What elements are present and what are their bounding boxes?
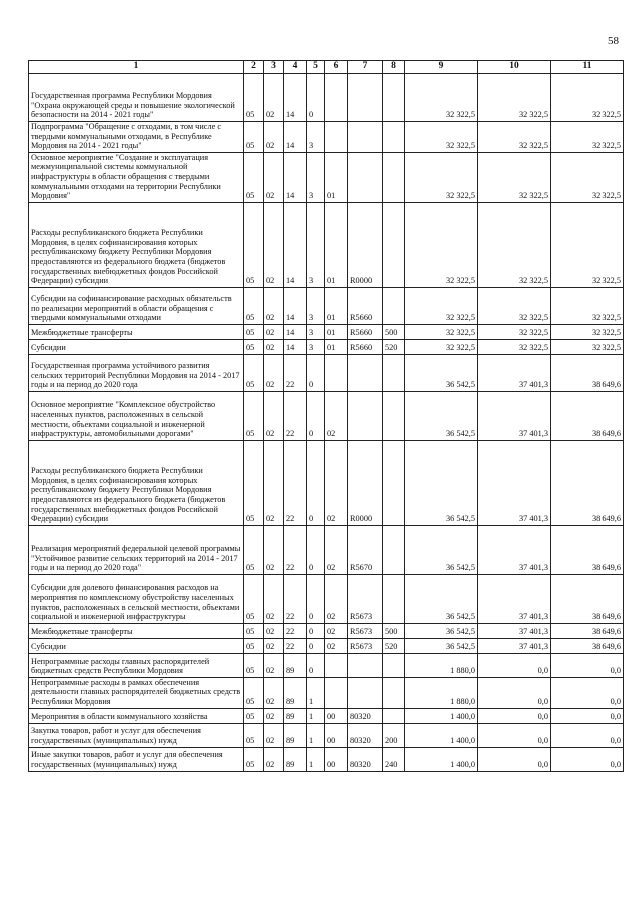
code-col-8 bbox=[383, 152, 405, 202]
value-col-9: 32 322,5 bbox=[405, 339, 478, 354]
code-col-2: 05 bbox=[244, 525, 264, 574]
code-col-5: 0 bbox=[307, 653, 325, 677]
code-col-5: 3 bbox=[307, 287, 325, 324]
value-col-10: 37 401,3 bbox=[478, 391, 551, 440]
value-col-10: 32 322,5 bbox=[478, 122, 551, 153]
value-col-9: 1 400,0 bbox=[405, 708, 478, 723]
code-col-7: R5660 bbox=[348, 287, 383, 324]
row-name: Мероприятия в области коммунального хозяйства bbox=[29, 708, 244, 723]
code-col-4: 22 bbox=[284, 574, 307, 623]
code-col-4: 89 bbox=[284, 677, 307, 708]
code-col-6: 01 bbox=[325, 324, 348, 339]
column-header: 1 bbox=[29, 61, 244, 74]
value-col-10: 37 401,3 bbox=[478, 354, 551, 391]
code-col-3: 02 bbox=[264, 287, 284, 324]
page-number: 58 bbox=[608, 35, 619, 47]
row-name: Государственная программа Республики Мордовия "Охрана окружающей среды и повышение экологической безопасности на 2014 - 2021 годы" bbox=[29, 74, 244, 122]
code-col-5: 1 bbox=[307, 723, 325, 747]
value-col-10: 32 322,5 bbox=[478, 74, 551, 122]
row-name: Межбюджетные трансферты bbox=[29, 324, 244, 339]
code-col-7 bbox=[348, 677, 383, 708]
value-col-10: 32 322,5 bbox=[478, 339, 551, 354]
code-col-5: 3 bbox=[307, 122, 325, 153]
code-col-8 bbox=[383, 525, 405, 574]
code-col-2: 05 bbox=[244, 122, 264, 153]
code-col-6: 02 bbox=[325, 623, 348, 638]
code-col-7 bbox=[348, 653, 383, 677]
value-col-11: 32 322,5 bbox=[551, 122, 624, 153]
code-col-4: 14 bbox=[284, 74, 307, 122]
row-name: Непрограммные расходы главных распорядителей бюджетных средств Республики Мордовия bbox=[29, 653, 244, 677]
code-col-8 bbox=[383, 653, 405, 677]
code-col-3: 02 bbox=[264, 440, 284, 525]
code-col-2: 05 bbox=[244, 324, 264, 339]
code-col-2: 05 bbox=[244, 354, 264, 391]
code-col-6: 02 bbox=[325, 638, 348, 653]
value-col-9: 36 542,5 bbox=[405, 525, 478, 574]
row-name: Иные закупки товаров, работ и услуг для обеспечения государственных (муниципальных) нужд bbox=[29, 747, 244, 771]
row-name: Субсидии bbox=[29, 339, 244, 354]
code-col-8 bbox=[383, 354, 405, 391]
table-row bbox=[29, 525, 624, 574]
code-col-4: 22 bbox=[284, 623, 307, 638]
row-name: Непрограммные расходы в рамках обеспечения деятельности главных распорядителей бюджетных средств Республики Мордовия bbox=[29, 677, 244, 708]
row-name: Основное мероприятие "Создание и эксплуатация межмуниципальной системы коммунальной инфраструктуры в области обращения с твердыми коммунальными отходами на территории Республики Мордовия" bbox=[29, 152, 244, 202]
code-col-4: 14 bbox=[284, 287, 307, 324]
code-col-7: 80320 bbox=[348, 708, 383, 723]
code-col-8 bbox=[383, 287, 405, 324]
row-name: Подпрограмма "Обращение с отходами, в том числе с твердыми коммунальными отходами, в Республике Мордовия на 2014 - 2021 годы" bbox=[29, 122, 244, 153]
code-col-6: 00 bbox=[325, 747, 348, 771]
code-col-6 bbox=[325, 74, 348, 122]
code-col-4: 14 bbox=[284, 152, 307, 202]
code-col-4: 14 bbox=[284, 339, 307, 354]
code-col-3: 02 bbox=[264, 747, 284, 771]
code-col-3: 02 bbox=[264, 354, 284, 391]
code-col-6 bbox=[325, 653, 348, 677]
value-col-11: 32 322,5 bbox=[551, 324, 624, 339]
value-col-11: 32 322,5 bbox=[551, 339, 624, 354]
code-col-7: R0000 bbox=[348, 202, 383, 287]
value-col-11: 38 649,6 bbox=[551, 354, 624, 391]
table-row bbox=[29, 623, 624, 638]
row-name: Субсидии на софинансирование расходных обязательств по реализации мероприятий в области обращения с твердыми коммунальными отходами bbox=[29, 287, 244, 324]
code-col-8: 520 bbox=[383, 339, 405, 354]
code-col-7 bbox=[348, 354, 383, 391]
table-row bbox=[29, 653, 624, 677]
column-header: 8 bbox=[383, 61, 405, 74]
code-col-6: 00 bbox=[325, 723, 348, 747]
code-col-5: 3 bbox=[307, 339, 325, 354]
code-col-8 bbox=[383, 677, 405, 708]
code-col-7: R5673 bbox=[348, 574, 383, 623]
code-col-2: 05 bbox=[244, 202, 264, 287]
code-col-5: 0 bbox=[307, 623, 325, 638]
code-col-2: 05 bbox=[244, 638, 264, 653]
code-col-4: 89 bbox=[284, 653, 307, 677]
row-name: Основное мероприятие "Комплексное обустройство населенных пунктов, расположенных в сельской местности, объектами социальной и инженерной инфраструктуры, автомобильными дорогами" bbox=[29, 391, 244, 440]
value-col-9: 36 542,5 bbox=[405, 623, 478, 638]
code-col-2: 05 bbox=[244, 440, 264, 525]
code-col-6: 01 bbox=[325, 287, 348, 324]
code-col-4: 89 bbox=[284, 708, 307, 723]
code-col-3: 02 bbox=[264, 708, 284, 723]
code-col-6 bbox=[325, 354, 348, 391]
row-name: Субсидии bbox=[29, 638, 244, 653]
code-col-6: 02 bbox=[325, 440, 348, 525]
code-col-8: 240 bbox=[383, 747, 405, 771]
code-col-8: 500 bbox=[383, 324, 405, 339]
code-col-2: 05 bbox=[244, 74, 264, 122]
value-col-10: 37 401,3 bbox=[478, 638, 551, 653]
code-col-8 bbox=[383, 202, 405, 287]
value-col-11: 0,0 bbox=[551, 653, 624, 677]
code-col-7: R5660 bbox=[348, 339, 383, 354]
value-col-9: 36 542,5 bbox=[405, 574, 478, 623]
table-row bbox=[29, 339, 624, 354]
code-col-4: 22 bbox=[284, 354, 307, 391]
row-name: Государственная программа устойчивого развития сельских территорий Республики Мордовия на 2014 - 2017 годы и на период до 2020 года bbox=[29, 354, 244, 391]
code-col-8 bbox=[383, 122, 405, 153]
code-col-6: 01 bbox=[325, 202, 348, 287]
code-col-3: 02 bbox=[264, 677, 284, 708]
value-col-9: 32 322,5 bbox=[405, 152, 478, 202]
code-col-3: 02 bbox=[264, 74, 284, 122]
value-col-11: 0,0 bbox=[551, 677, 624, 708]
code-col-4: 89 bbox=[284, 747, 307, 771]
code-col-2: 05 bbox=[244, 339, 264, 354]
code-col-3: 02 bbox=[264, 339, 284, 354]
code-col-4: 22 bbox=[284, 525, 307, 574]
value-col-10: 32 322,5 bbox=[478, 152, 551, 202]
column-header: 5 bbox=[307, 61, 325, 74]
code-col-5: 3 bbox=[307, 152, 325, 202]
row-name: Расходы республиканского бюджета Республики Мордовия, в целях софинансирования которых республиканскому бюджету Республики Мордовия предоставляются из федерального бюджета (бюджетов государственных внебюджетных фондов Российской Федерации) субсидии bbox=[29, 202, 244, 287]
column-header: 11 bbox=[551, 61, 624, 74]
value-col-10: 37 401,3 bbox=[478, 440, 551, 525]
code-col-8: 520 bbox=[383, 638, 405, 653]
value-col-9: 36 542,5 bbox=[405, 638, 478, 653]
code-col-8 bbox=[383, 440, 405, 525]
code-col-7: 80320 bbox=[348, 747, 383, 771]
table-row bbox=[29, 391, 624, 440]
code-col-5: 3 bbox=[307, 202, 325, 287]
value-col-9: 1 400,0 bbox=[405, 723, 478, 747]
code-col-6: 00 bbox=[325, 708, 348, 723]
row-name: Реализация мероприятий федеральной целевой программы "Устойчивое развитие сельских территорий на 2014 - 2017 годы и на период до 2020 года" bbox=[29, 525, 244, 574]
value-col-10: 0,0 bbox=[478, 677, 551, 708]
value-col-11: 0,0 bbox=[551, 708, 624, 723]
table-row bbox=[29, 440, 624, 525]
column-header: 7 bbox=[348, 61, 383, 74]
code-col-3: 02 bbox=[264, 574, 284, 623]
code-col-8: 500 bbox=[383, 623, 405, 638]
table-header-row bbox=[29, 61, 624, 74]
value-col-11: 38 649,6 bbox=[551, 391, 624, 440]
code-col-3: 02 bbox=[264, 122, 284, 153]
code-col-5: 0 bbox=[307, 354, 325, 391]
table-row bbox=[29, 324, 624, 339]
column-header: 6 bbox=[325, 61, 348, 74]
code-col-2: 05 bbox=[244, 723, 264, 747]
column-header: 2 bbox=[244, 61, 264, 74]
table-row bbox=[29, 638, 624, 653]
value-col-10: 37 401,3 bbox=[478, 574, 551, 623]
table-row bbox=[29, 723, 624, 747]
value-col-9: 1 880,0 bbox=[405, 677, 478, 708]
row-name: Межбюджетные трансферты bbox=[29, 623, 244, 638]
value-col-9: 1 880,0 bbox=[405, 653, 478, 677]
code-col-5: 0 bbox=[307, 391, 325, 440]
value-col-9: 32 322,5 bbox=[405, 287, 478, 324]
code-col-3: 02 bbox=[264, 152, 284, 202]
code-col-2: 05 bbox=[244, 747, 264, 771]
value-col-11: 32 322,5 bbox=[551, 152, 624, 202]
code-col-4: 14 bbox=[284, 122, 307, 153]
code-col-2: 05 bbox=[244, 574, 264, 623]
value-col-9: 36 542,5 bbox=[405, 391, 478, 440]
value-col-11: 32 322,5 bbox=[551, 74, 624, 122]
code-col-7 bbox=[348, 74, 383, 122]
code-col-6: 02 bbox=[325, 391, 348, 440]
code-col-2: 05 bbox=[244, 623, 264, 638]
code-col-2: 05 bbox=[244, 677, 264, 708]
code-col-3: 02 bbox=[264, 202, 284, 287]
table-row bbox=[29, 152, 624, 202]
value-col-9: 36 542,5 bbox=[405, 354, 478, 391]
row-name: Закупка товаров, работ и услуг для обеспечения государственных (муниципальных) нужд bbox=[29, 723, 244, 747]
value-col-11: 38 649,6 bbox=[551, 574, 624, 623]
code-col-3: 02 bbox=[264, 525, 284, 574]
column-header: 3 bbox=[264, 61, 284, 74]
table-row bbox=[29, 122, 624, 153]
value-col-9: 36 542,5 bbox=[405, 440, 478, 525]
code-col-3: 02 bbox=[264, 723, 284, 747]
code-col-6: 01 bbox=[325, 339, 348, 354]
value-col-10: 0,0 bbox=[478, 723, 551, 747]
code-col-4: 89 bbox=[284, 723, 307, 747]
table-row bbox=[29, 202, 624, 287]
code-col-2: 05 bbox=[244, 708, 264, 723]
value-col-10: 0,0 bbox=[478, 653, 551, 677]
code-col-4: 22 bbox=[284, 638, 307, 653]
code-col-5: 1 bbox=[307, 677, 325, 708]
code-col-3: 02 bbox=[264, 391, 284, 440]
table-row bbox=[29, 708, 624, 723]
code-col-5: 1 bbox=[307, 708, 325, 723]
code-col-5: 1 bbox=[307, 747, 325, 771]
code-col-8 bbox=[383, 574, 405, 623]
code-col-2: 05 bbox=[244, 152, 264, 202]
value-col-10: 32 322,5 bbox=[478, 202, 551, 287]
code-col-5: 0 bbox=[307, 440, 325, 525]
table-body bbox=[29, 74, 624, 772]
value-col-9: 32 322,5 bbox=[405, 122, 478, 153]
code-col-2: 05 bbox=[244, 653, 264, 677]
code-col-6: 01 bbox=[325, 152, 348, 202]
value-col-9: 32 322,5 bbox=[405, 324, 478, 339]
row-name: Расходы республиканского бюджета Республики Мордовия, в целях софинансирования которых республиканскому бюджету Республики Мордовия предоставляются из федерального бюджета (бюджетов государственных внебюджетных фондов Российской Федерации) субсидии bbox=[29, 440, 244, 525]
table-row bbox=[29, 287, 624, 324]
code-col-8: 200 bbox=[383, 723, 405, 747]
table-row bbox=[29, 677, 624, 708]
value-col-11: 0,0 bbox=[551, 723, 624, 747]
code-col-3: 02 bbox=[264, 623, 284, 638]
code-col-3: 02 bbox=[264, 653, 284, 677]
table-row bbox=[29, 354, 624, 391]
code-col-3: 02 bbox=[264, 638, 284, 653]
code-col-5: 3 bbox=[307, 324, 325, 339]
code-col-4: 14 bbox=[284, 324, 307, 339]
code-col-6: 02 bbox=[325, 525, 348, 574]
code-col-6: 02 bbox=[325, 574, 348, 623]
value-col-11: 38 649,6 bbox=[551, 623, 624, 638]
value-col-10: 32 322,5 bbox=[478, 287, 551, 324]
column-header: 9 bbox=[405, 61, 478, 74]
value-col-10: 32 322,5 bbox=[478, 324, 551, 339]
code-col-2: 05 bbox=[244, 391, 264, 440]
code-col-7: R5673 bbox=[348, 623, 383, 638]
value-col-11: 38 649,6 bbox=[551, 440, 624, 525]
value-col-9: 32 322,5 bbox=[405, 202, 478, 287]
value-col-11: 32 322,5 bbox=[551, 202, 624, 287]
code-col-5: 0 bbox=[307, 525, 325, 574]
code-col-7 bbox=[348, 152, 383, 202]
code-col-4: 22 bbox=[284, 440, 307, 525]
value-col-10: 0,0 bbox=[478, 708, 551, 723]
code-col-7 bbox=[348, 122, 383, 153]
code-col-7: R5660 bbox=[348, 324, 383, 339]
budget-table bbox=[28, 60, 624, 772]
value-col-9: 1 400,0 bbox=[405, 747, 478, 771]
code-col-5: 0 bbox=[307, 638, 325, 653]
value-col-11: 38 649,6 bbox=[551, 525, 624, 574]
value-col-11: 38 649,6 bbox=[551, 638, 624, 653]
value-col-10: 0,0 bbox=[478, 747, 551, 771]
code-col-8 bbox=[383, 708, 405, 723]
code-col-5: 0 bbox=[307, 74, 325, 122]
code-col-5: 0 bbox=[307, 574, 325, 623]
table-row bbox=[29, 574, 624, 623]
code-col-8 bbox=[383, 391, 405, 440]
code-col-3: 02 bbox=[264, 324, 284, 339]
value-col-10: 37 401,3 bbox=[478, 525, 551, 574]
column-header: 10 bbox=[478, 61, 551, 74]
value-col-11: 32 322,5 bbox=[551, 287, 624, 324]
table-row bbox=[29, 747, 624, 771]
value-col-9: 32 322,5 bbox=[405, 74, 478, 122]
code-col-6 bbox=[325, 677, 348, 708]
code-col-7: R5670 bbox=[348, 525, 383, 574]
code-col-7 bbox=[348, 391, 383, 440]
code-col-2: 05 bbox=[244, 287, 264, 324]
value-col-11: 0,0 bbox=[551, 747, 624, 771]
row-name: Субсидии для долевого финансирования расходов на мероприятия по комплексному обустройству населенных пунктов, расположенных в сельской местности, объектами социальной и инженерной инфраструктуры bbox=[29, 574, 244, 623]
value-col-10: 37 401,3 bbox=[478, 623, 551, 638]
code-col-4: 14 bbox=[284, 202, 307, 287]
code-col-7: 80320 bbox=[348, 723, 383, 747]
code-col-4: 22 bbox=[284, 391, 307, 440]
code-col-7: R5673 bbox=[348, 638, 383, 653]
code-col-6 bbox=[325, 122, 348, 153]
code-col-7: R0000 bbox=[348, 440, 383, 525]
table-row bbox=[29, 74, 624, 122]
column-header: 4 bbox=[284, 61, 307, 74]
code-col-8 bbox=[383, 74, 405, 122]
